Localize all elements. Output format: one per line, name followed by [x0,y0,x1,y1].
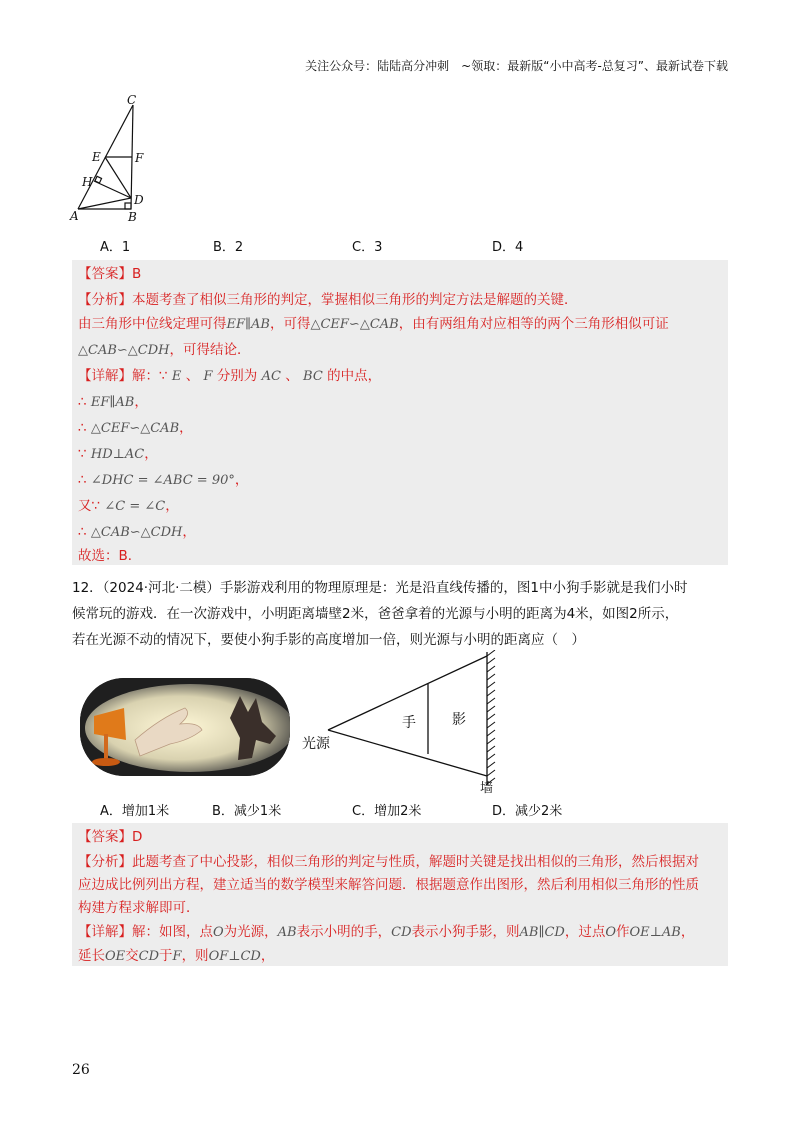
q12-solution-box [72,823,728,966]
q11-solution-box [72,260,728,565]
q12-analysis-2: 应边成比例列出方程，建立适当的数学模型来解答问题．根据题意作出图形，然后利用相似三角形的性质 [78,877,699,893]
lamp-base-icon [92,758,120,766]
wall-hatching [487,650,495,784]
hand-shadow-photo [80,678,290,776]
q12-option-a[interactable]: A．增加1米 [100,804,170,819]
label-e: E [92,150,101,164]
q12-detail-2: 延长OE交CD于F，则OF⊥CD， [78,948,275,964]
q11-step-3: ∵ HD⊥AC， [78,446,158,462]
label-light-source: 光源 [302,736,330,752]
q12-analysis-3: 构建方程求解即可． [78,900,200,916]
q11-analysis-3: △CAB∽△CDH，可得结论． [78,342,251,358]
q11-detail-intro: 【详解】解：∵ E 、 F 分别为 AC 、 BC 的中点， [78,368,382,384]
q11-analysis-1: 【分析】本题考查了相似三角形的判定，掌握相似三角形的判定方法是解题的关键． [78,292,578,308]
q11-option-a[interactable]: A．1 [100,240,131,255]
q12-stem-line-1: 12．（2024·河北·二模）手影游戏利用的物理原理是：光是沿直线传播的，图1中小狗手影就是我们小时 [72,580,688,596]
q11-option-b[interactable]: B．2 [213,240,244,255]
q12-stem-line-3: 若在光源不动的情况下，要使小狗手影的高度增加一倍，则光源与小明的距离应（ ） [72,632,585,648]
q11-analysis-2: 由三角形中位线定理可得EF∥AB，可得△CEF∽△CAB，由有两组角对应相等的两个三角形相似可证 [78,316,669,332]
light-source-diagram [300,650,510,795]
label-d: D [134,193,144,207]
q12-option-d[interactable]: D．减少2米 [492,804,563,819]
q12-detail-1: 【详解】解：如图，点O为光源，AB表示小明的手，CD表示小狗手影，则AB∥CD，过点O作OE⊥AB， [78,924,695,940]
q12-option-b[interactable]: B．减少1米 [212,804,282,819]
q11-step-4: ∴ ∠DHC = ∠ABC = 90°， [78,472,249,488]
label-b: B [128,210,137,223]
page-header: 关注公众号：陆陆高分冲刺 ~领取：最新版“小中高考-总复习”、最新试卷下载 [305,59,728,73]
label-c: C [127,93,137,107]
triangle-figure [68,93,158,223]
q11-step-1: ∴ EF∥AB， [78,394,148,410]
q11-step-5: 又∵ ∠C = ∠C， [78,498,179,514]
q12-stem-line-2: 候常玩的游戏．在一次游戏中，小明距离墙壁2米，爸爸拿着的光源与小明的距离为4米，如图2所示， [72,606,679,622]
page-number: 26 [72,1062,90,1078]
q12-analysis-1: 【分析】此题考查了中心投影，相似三角形的判定与性质，解题时关键是找出相似的三角形，然后根据对 [78,854,699,870]
label-a: A [70,209,79,223]
q11-option-d[interactable]: D．4 [492,240,524,255]
q12-answer: 【答案】D [78,829,143,845]
q11-answer: 【答案】B [78,266,142,282]
label-shadow: 影 [452,712,466,728]
label-hand: 手 [402,715,416,731]
q11-option-c[interactable]: C．3 [352,240,383,255]
hand-shadow-illustration [80,678,290,776]
q11-step-2: ∴ △CEF∽△CAB， [78,420,193,436]
label-h: H [82,175,93,189]
q12-option-c[interactable]: C．增加2米 [352,804,422,819]
q11-conclusion: 故选：B． [78,548,142,564]
label-wall: 墙 [480,781,494,795]
q11-step-6: ∴ △CAB∽△CDH， [78,524,196,540]
label-f: F [135,151,144,165]
